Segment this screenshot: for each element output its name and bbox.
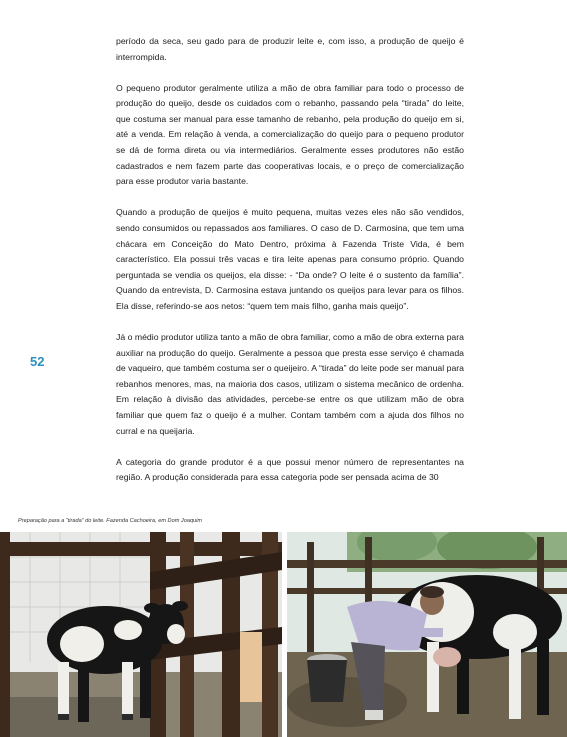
paragraph: período da seca, seu gado para de produzir leite e, com isso, a produção de queijo é interrompida. (116, 36, 464, 62)
paragraph: Quando a produção de queijos é muito pequena, muitas vezes eles não são vendidos, sendo consumidos ou repassados aos familiares. O caso de D. Carmosina, que tem uma chácara em Conceição do Mato Dentro, próxima à Fazenda Triste Vida, é bem característico. Ela possui três vacas e tira leite apenas para consumo próprio. Quando perguntada se vendia os queijos, ela disse: - “Da onde? O leite é o sustento da família”. Quando da entrevista, D. Carmosina estava juntando os queijos para levar para os filhos. Ela disse, referindo-se aos netos: “quem tem mais filho, ganha mais queijo”. (116, 207, 464, 311)
calf-illustration (0, 532, 282, 737)
paragraph: A categoria do grande produtor é a que possui menor número de representantes na região. A produção considerada para essa categoria pode ser pensada acima de 30 (116, 456, 464, 483)
photo-caption: Preparação para a “tirada” do leite. Fazenda Cachoeira, em Dom Joaquim (18, 518, 203, 524)
body-text (116, 34, 464, 501)
paragraph: O pequeno produtor geralmente utiliza a mão de obra familiar para todo o processo de produção do queijo, desde os cuidados com o rebanho, passando pela “tirada” do leite, que costuma ser manual para esse tamanho de rebanho, pela produção do queijo em si, até a venda. Em relação à venda, a comercialização do queijo para o pequeno produtor se dá de forma direta ou via intermediários. Geralmente esses produtores não estão cadastrados e nem fazem parte das cooperativas locais, e o preço de comercialização para esse produtor varia bastante. (116, 82, 464, 187)
page-number: 52 (30, 354, 45, 369)
photo-milking-cow (287, 532, 567, 737)
photo-calf-in-stall (0, 532, 282, 737)
paragraph: Já o médio produtor utiliza tanto a mão de obra familiar, como a mão de obra externa para auxiliar na produção do queijo. Geralmente a pessoa que presta esse serviço é chamada de vaqueiro, que também costuma ser o queijeiro. A “tirada” do leite pode ser manual para rebanhos menores, mas, na maioria dos casos, utilizam o sistema mecânico de ordenha. Em relação à divisão das atividades, percebe-se entre os que utilizam mão de obra familiar que quem faz o queijo é a mulher. Contam também com a ajuda dos filhos no curral e na queijaria. (116, 332, 464, 436)
milking-illustration (287, 532, 567, 737)
